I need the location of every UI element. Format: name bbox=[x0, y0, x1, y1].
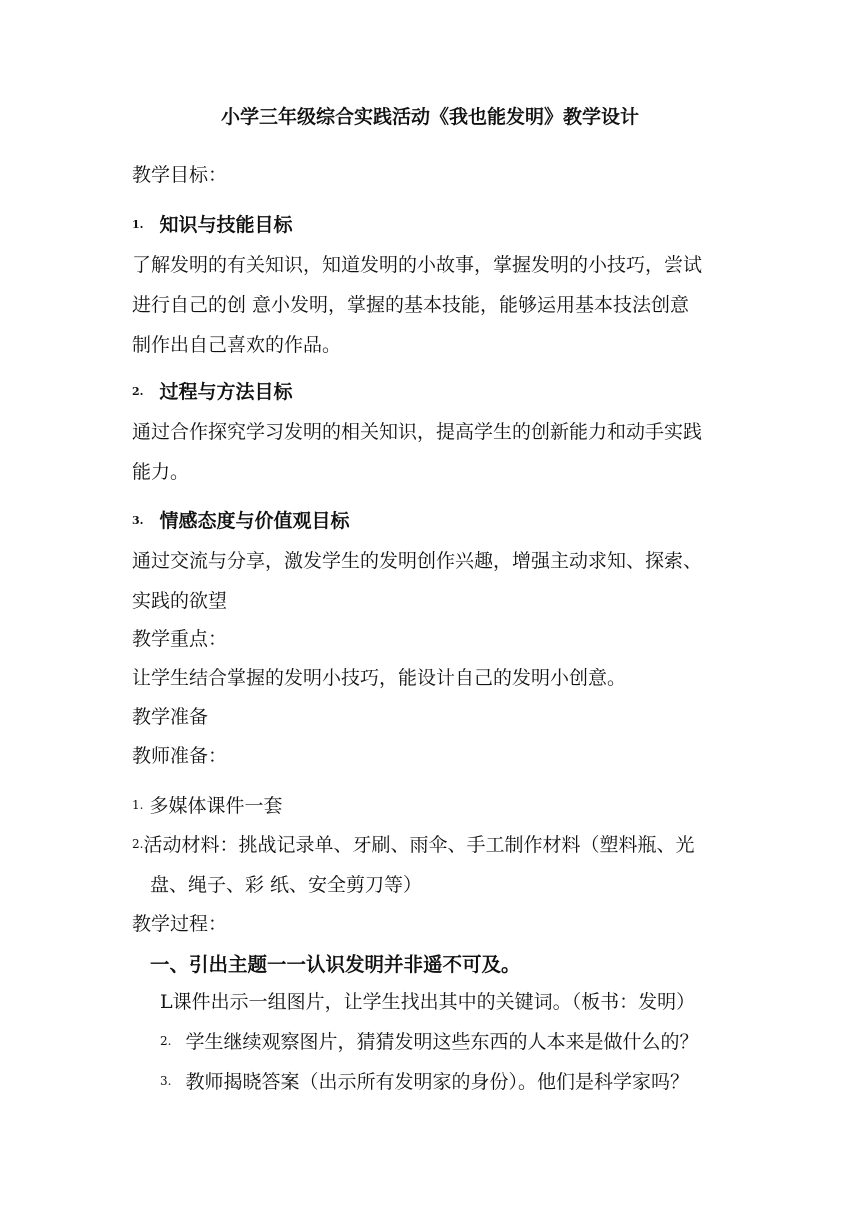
section-1-heading: 一、引出主题一一认识发明并非遥不可及。 bbox=[150, 953, 521, 976]
goal1-line-1: 了解发明的有关知识，知道发明的小故事，掌握发明的小技巧，尝试 bbox=[132, 254, 703, 276]
goal2-heading: 过程与方法目标 bbox=[159, 381, 293, 403]
step-1-number: L bbox=[160, 991, 173, 1013]
goal3-line-1: 通过交流与分享，激发学生的发明创作兴趣，增强主动求知、探索、 bbox=[132, 550, 703, 572]
goal1-heading: 知识与技能目标 bbox=[159, 214, 293, 236]
goal2-line-2: 能力。 bbox=[132, 461, 190, 483]
goal2-number: 2. bbox=[132, 384, 144, 398]
goal3-heading-row bbox=[132, 512, 350, 531]
goal1-heading-row bbox=[132, 216, 293, 235]
goal3-heading: 情感态度与价值观目标 bbox=[159, 510, 350, 532]
prep-item-1-text: 多媒体课件一套 bbox=[143, 795, 283, 817]
prep-item-1 bbox=[132, 797, 283, 816]
goal2-heading-row bbox=[132, 383, 293, 402]
page-title: 小学三年级综合实践活动《我也能发明》教学设计 bbox=[220, 106, 639, 128]
prep-item-2 bbox=[132, 836, 694, 855]
step-2 bbox=[160, 1033, 698, 1052]
prep-item-2-text: 活动材料：挑战记录单、牙刷、雨伞、手工制作材料（塑料瓶、光 bbox=[143, 834, 695, 856]
prep-item-2-number: 2. bbox=[132, 837, 144, 851]
step-1 bbox=[160, 993, 695, 1012]
goal1-number: 1. bbox=[132, 217, 144, 231]
goal2-line-1: 通过合作探究学习发明的相关知识，提高学生的创新能力和动手实践 bbox=[132, 421, 703, 443]
step-2-text: 学生继续观察图片，猜猜发明这些东西的人本来是做什么的？ bbox=[185, 1031, 699, 1053]
key-point-label: 教学重点： bbox=[132, 628, 228, 650]
objectives-label: 教学目标： bbox=[132, 164, 228, 186]
key-point-text: 让学生结合掌握的发明小技巧，能设计自己的发明小创意。 bbox=[132, 667, 627, 689]
teacher-prep-label: 教师准备： bbox=[132, 745, 228, 767]
goal3-number: 3. bbox=[132, 513, 144, 527]
goal3-line-2: 实践的欲望 bbox=[132, 590, 228, 612]
goal1-line-3: 制作出自己喜欢的作品。 bbox=[132, 334, 342, 356]
step-3 bbox=[160, 1073, 689, 1092]
prep-label: 教学准备 bbox=[132, 706, 209, 728]
process-label: 教学过程： bbox=[132, 913, 228, 935]
step-3-number: 3. bbox=[160, 1074, 172, 1088]
prep-item-1-number: 1. bbox=[132, 798, 144, 812]
step-3-text: 教师揭晓答案（出示所有发明家的身份）。他们是科学家吗？ bbox=[185, 1071, 689, 1093]
step-1-text: 课件出示一组图片，让学生找出其中的关键词。（板书：发明） bbox=[172, 991, 696, 1013]
goal1-line-2: 进行自己的创 意小发明，掌握的基本技能，能够运用基本技法创意 bbox=[132, 294, 690, 316]
step-2-number: 2. bbox=[160, 1034, 172, 1048]
prep-item-2-continued: 盘、绳子、彩 纸、安全剪刀等） bbox=[150, 874, 423, 896]
